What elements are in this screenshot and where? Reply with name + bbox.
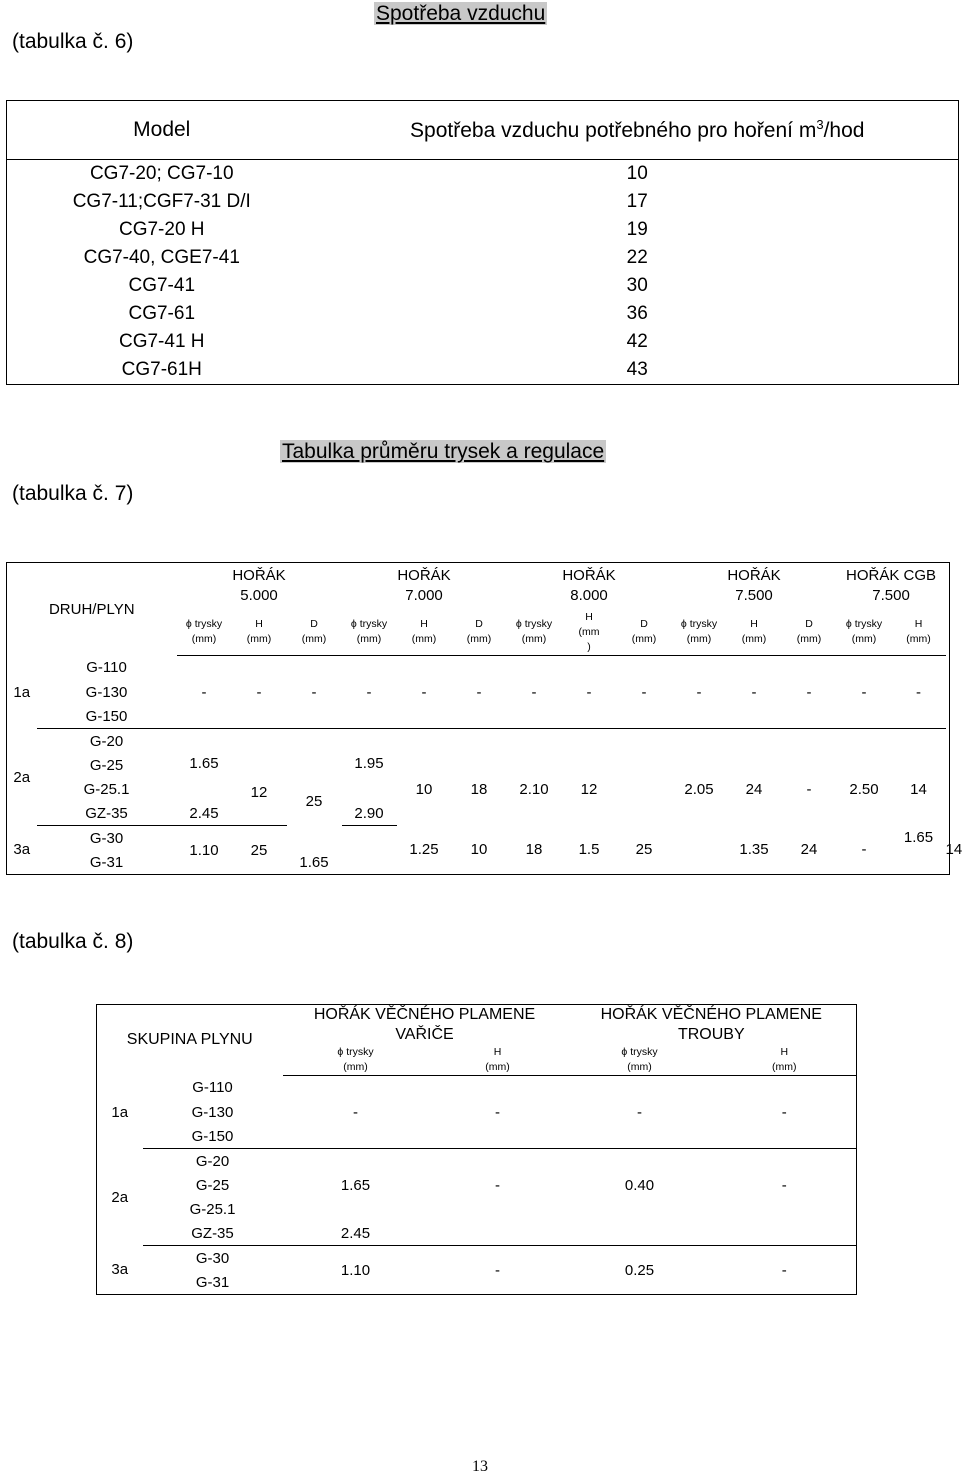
sub-nozzle-label: ϕ trysky (337, 1046, 374, 1058)
value-cell: 12 (580, 780, 598, 798)
gas-cell: G-150 (143, 1124, 283, 1149)
dash-cell: - (256, 683, 262, 701)
oven-label-1: HOŘÁK VĚČNÉHO PLAMENE (600, 1006, 822, 1023)
value-cell: 1.5 (578, 841, 600, 859)
dash-cell: - (806, 683, 812, 701)
value-cell: 1.65 (189, 755, 219, 772)
group-cell: 1a (111, 1103, 129, 1121)
sub-nozzle (283, 1045, 429, 1076)
sub-nozzle-label: ϕ trysky (680, 618, 718, 630)
model-cell: CG7-40, CGE7-41 (83, 247, 240, 268)
value-cell: 42 (626, 331, 648, 352)
dash-cell: - (476, 683, 482, 701)
table-row (7, 328, 959, 356)
cooker-label-1: HOŘÁK VĚČNÉHO PLAMENE (313, 1006, 536, 1023)
table-row (7, 656, 950, 681)
model-cell: CG7-61 (128, 303, 196, 324)
gas-cell: G-25 (89, 756, 124, 774)
sub-d (617, 609, 672, 656)
gas-cell: G-150 (37, 704, 177, 729)
value-cell: 36 (626, 303, 648, 324)
sub-unit: (mm) (343, 1061, 368, 1073)
table-row (7, 753, 950, 777)
table6-label: (tabulka č. 6) (12, 30, 134, 53)
empty-cell (713, 1221, 857, 1246)
sub-d-label: D (310, 618, 318, 630)
sub-d (782, 609, 837, 656)
sub-unit: (mm) (796, 633, 822, 645)
sub-nozzle (507, 609, 562, 656)
value-cell: 1.35 (739, 841, 769, 859)
dash-cell: - (421, 683, 427, 701)
sub-h-label: H (493, 1046, 502, 1058)
table8-label: (tabulka č. 8) (12, 930, 134, 953)
sub-d (452, 609, 507, 656)
empty-cell (177, 656, 946, 681)
value-cell: 2.90 (342, 801, 397, 826)
table6-col-value-text: Spotřeba vzduchu potřebného pro hoření m (410, 119, 817, 142)
group-cell: 3a (111, 1261, 129, 1279)
page-number: 13 (472, 1458, 488, 1475)
group-cell: 1a (13, 683, 31, 701)
value-cell: 43 (626, 359, 648, 380)
model-cell: CG7-41 (128, 275, 196, 296)
sub-nozzle (837, 609, 892, 656)
value-cell: 30 (626, 275, 648, 296)
dash-cell: - (366, 683, 372, 701)
empty-cell (283, 1197, 429, 1221)
group-cell: 2a (13, 768, 31, 786)
value-cell: 12 (250, 784, 268, 801)
sub-nozzle-label: ϕ trysky (350, 618, 388, 630)
dash-cell: - (531, 683, 537, 701)
dash-cell: - (586, 683, 592, 701)
value-cell: - (495, 1176, 500, 1194)
dash-cell: - (201, 683, 207, 701)
sub-unit: (mm) (741, 633, 767, 645)
dash-cell: - (861, 683, 867, 701)
sub-unit: (mm) (851, 633, 877, 645)
burner-label: HOŘÁK CGB (846, 567, 937, 584)
sub-unit: (mm) (521, 633, 547, 645)
burner-label: HOŘÁK (562, 567, 616, 584)
empty-cell (177, 704, 946, 729)
gas-cell: G-20 (195, 1152, 230, 1170)
value-cell: 2.50 (849, 780, 879, 798)
dash-cell: - (781, 1103, 787, 1121)
sub-h (892, 609, 946, 656)
sub-h (727, 609, 782, 656)
value-cell: 25 (635, 841, 653, 859)
sub-h (713, 1045, 857, 1076)
gas-cell: G-110 (192, 1079, 233, 1097)
sub-unit: (mm) (191, 633, 217, 645)
gas-cell: G-130 (85, 683, 128, 701)
gas-cell: G-31 (195, 1273, 230, 1291)
value-cell: 2.45 (283, 1221, 429, 1246)
value-cell: 14 (945, 841, 962, 859)
sub-nozzle (342, 609, 397, 656)
empty-cell (283, 1124, 857, 1149)
sub-nozzle-label: ϕ trysky (185, 618, 223, 630)
sub-unit: (mm) (485, 1061, 510, 1073)
burner-label: HOŘÁK (727, 567, 781, 584)
sub-d-label: D (640, 618, 648, 630)
dash-cell: - (353, 1103, 358, 1121)
empty-cell (283, 1149, 429, 1174)
value-cell: 1.95 (354, 755, 384, 772)
sub-unit: (mm (578, 625, 600, 638)
table-row (7, 826, 950, 851)
empty-cell (342, 826, 397, 875)
sub-h-label: H (420, 618, 428, 630)
gas-cell: G-25.1 (189, 1200, 236, 1218)
dash-cell: - (916, 683, 922, 701)
dash-cell: - (696, 683, 702, 701)
table7-title-text: Tabulka průměru trysek a regulace (282, 440, 605, 463)
table-row (7, 188, 959, 216)
value-cell: 10 (470, 841, 488, 859)
table6-title-text: Spotřeba vzduchu (376, 2, 546, 25)
sub-unit: (mm) (627, 1061, 652, 1073)
gas-cell: G-20 (89, 732, 124, 750)
sub-nozzle-label: ϕ trysky (515, 618, 553, 630)
dash-cell: - (495, 1103, 500, 1121)
table8-header-row (97, 1005, 857, 1046)
burner-cgb-7500 (837, 563, 946, 610)
value-cell: 19 (626, 219, 648, 240)
value-cell: 18 (525, 841, 543, 859)
value-cell: - (806, 780, 812, 798)
sub-h (232, 609, 287, 656)
value-cell: 0.25 (624, 1261, 655, 1279)
gas-cell: G-30 (89, 829, 124, 847)
sub-unit: (mm) (631, 633, 657, 645)
value-cell: - (495, 1261, 500, 1279)
sub-nozzle (672, 609, 727, 656)
group-cell: 2a (111, 1188, 129, 1206)
value-cell: 1.65 (299, 853, 329, 871)
value-cell: 17 (626, 191, 648, 212)
table7-title (280, 440, 606, 464)
sub-h-label: H (255, 618, 263, 630)
empty-cell (232, 801, 287, 826)
value-cell: 22 (626, 247, 648, 268)
value-cell: 18 (470, 780, 488, 798)
table-row (7, 729, 950, 754)
table6-col-model: Model (7, 101, 317, 160)
model-cell: CG7-41 H (118, 331, 205, 352)
gas-cell: G-130 (191, 1103, 234, 1121)
gas-cell: G-31 (89, 853, 124, 871)
sub-unit: (mm) (356, 633, 382, 645)
value-cell: - (781, 1176, 787, 1194)
table-row (7, 704, 950, 729)
burner-value: 7.500 (735, 587, 773, 604)
burner-value: 7.000 (405, 587, 443, 604)
sub-h-label: H (585, 610, 593, 623)
nozzle-table (6, 562, 962, 875)
table-row (7, 272, 959, 300)
burner-8000 (507, 563, 672, 610)
table-row (97, 1221, 857, 1246)
table6-col-value-sup: 3 (816, 117, 824, 132)
air-consumption-table (6, 100, 959, 385)
table-row (7, 680, 950, 704)
burner-label: HOŘÁK (397, 567, 451, 584)
pilot-burner-table (96, 1004, 857, 1295)
sub-unit: (mm) (466, 633, 492, 645)
sub-d (287, 609, 342, 656)
value-cell: 2.05 (684, 780, 714, 798)
gas-cell: GZ-35 (37, 801, 177, 826)
oven-label-2: TROUBY (677, 1026, 745, 1043)
sub-unit: (mm) (411, 633, 437, 645)
model-cell: CG7-20 H (118, 219, 205, 240)
value-cell: 10 (626, 163, 648, 184)
sub-unit: (mm) (906, 633, 931, 645)
table-row (7, 244, 959, 272)
dash-cell: - (641, 683, 647, 701)
sub-d-label: D (805, 618, 813, 630)
table7-burner-row (7, 563, 950, 610)
table8-col-cooker (283, 1005, 567, 1046)
sub-h (562, 609, 617, 656)
value-cell: - (781, 1261, 787, 1279)
cooker-label-2: VAŘIČE (395, 1026, 454, 1043)
burner-value: 5.000 (240, 587, 278, 604)
value-cell: 1.65 (340, 1176, 371, 1194)
sub-nozzle (177, 609, 232, 656)
sub-nozzle (567, 1045, 713, 1076)
table-row (7, 216, 959, 244)
sub-h-label: H (914, 618, 923, 630)
burner-7000 (342, 563, 507, 610)
table-row (7, 160, 959, 189)
gas-cell: G-25 (195, 1176, 230, 1194)
model-cell: CG7-61H (121, 359, 202, 380)
table-row (7, 356, 959, 385)
value-cell: 2.45 (177, 801, 232, 826)
burner-label: HOŘÁK (232, 567, 286, 584)
value-cell: - (861, 841, 867, 859)
sub-unit: (mm) (246, 633, 272, 645)
value-cell: 1.65 (903, 829, 934, 847)
sub-h (397, 609, 452, 656)
table-row (97, 1124, 857, 1149)
empty-cell (177, 729, 946, 754)
value-cell: 25 (305, 793, 323, 810)
table-row (97, 1076, 857, 1101)
value-cell: 24 (800, 841, 818, 859)
burner-value: 8.000 (570, 587, 608, 604)
table-row (97, 1149, 857, 1174)
empty-cell (567, 1221, 713, 1246)
empty-cell (429, 1221, 567, 1246)
gas-cell: G-25.1 (83, 780, 130, 798)
table7-label: (tabulka č. 7) (12, 482, 134, 505)
burner-7500 (672, 563, 837, 610)
value-cell: 0.40 (624, 1176, 655, 1194)
dash-cell: - (637, 1103, 643, 1121)
sub-nozzle-label: ϕ trysky (845, 618, 883, 630)
sub-d-label: D (475, 618, 483, 630)
value-cell: 1.25 (409, 841, 439, 859)
empty-cell (672, 826, 727, 875)
sub-h (429, 1045, 567, 1076)
table8-col-oven (567, 1005, 857, 1046)
burner-value: 7.500 (872, 587, 910, 604)
sub-unit: (mm) (301, 633, 327, 645)
gas-cell: G-110 (86, 659, 127, 677)
table6-title (374, 2, 547, 26)
model-cell: CG7-11;CGF7-31 D/I (72, 191, 251, 212)
value-cell: 25 (250, 841, 268, 859)
empty-cell (617, 753, 672, 826)
table7-col-type: DRUH/PLYN (48, 600, 135, 618)
value-cell: 24 (745, 780, 763, 798)
table6-header-row (7, 101, 959, 160)
value-cell: 14 (910, 780, 927, 798)
value-cell: 2.10 (519, 780, 549, 798)
burner-5000 (177, 563, 342, 610)
sub-unit: (mm) (686, 633, 712, 645)
table-row (7, 300, 959, 328)
value-cell: 10 (415, 780, 433, 798)
table8-col-group: SKUPINA PLYNU (126, 1031, 253, 1049)
value-cell: 1.10 (189, 841, 219, 859)
sub-nozzle-label: ϕ trysky (621, 1046, 658, 1058)
dash-cell: - (751, 683, 757, 701)
dash-cell: - (311, 683, 317, 701)
group-cell: 3a (13, 841, 31, 859)
sub-unit-end: ) (587, 640, 591, 653)
table-row (97, 1100, 857, 1124)
table-row (97, 1246, 857, 1271)
gas-cell: G-30 (195, 1249, 230, 1267)
sub-unit: (mm) (772, 1061, 797, 1073)
value-cell: 1.10 (340, 1261, 371, 1279)
sub-h-label: H (750, 618, 758, 630)
sub-h-label: H (780, 1046, 789, 1058)
table6-col-value (317, 101, 959, 160)
table6-col-value-unit: /hod (823, 119, 865, 142)
empty-cell (283, 1076, 857, 1101)
model-cell: CG7-20; CG7-10 (89, 163, 234, 184)
gas-cell: GZ-35 (143, 1221, 283, 1246)
